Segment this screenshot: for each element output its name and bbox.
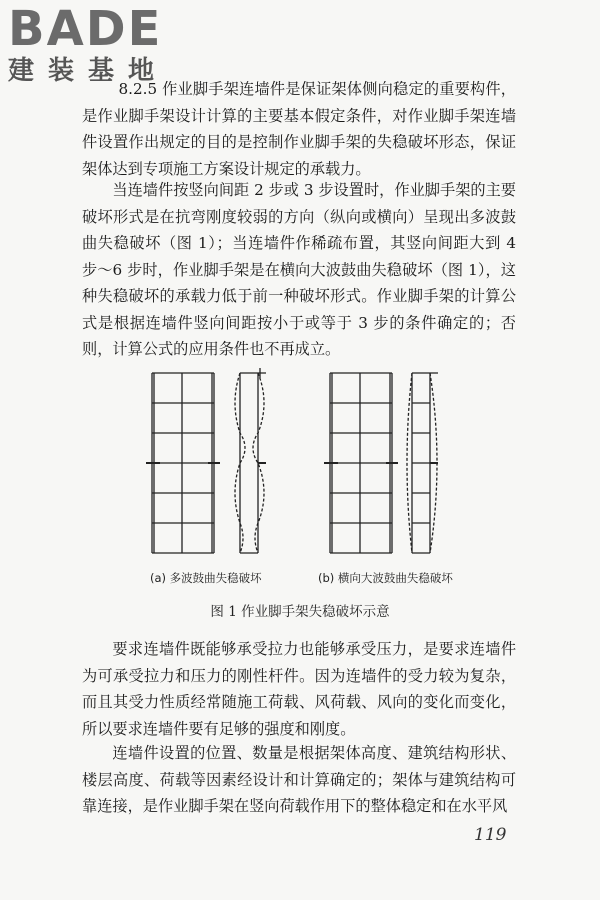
paragraph-4: 连墙件设置的位置、数量是根据架体高度、建筑结构形状、楼层高度、荷载等因素经设计和计算确定的；架体与建筑结构可靠连接，是作业脚手架在竖向荷载作用下的整体稳定和在水平风 (82, 744, 516, 815)
scaffold-frame-a (146, 373, 220, 553)
side-view-a (235, 368, 266, 553)
logo-brand: BADE (8, 1, 163, 57)
logo (8, 1, 169, 86)
figure-title: 图 1 作业脚手架失稳破坏示意 (210, 604, 390, 620)
paragraph-3: 要求连墙件既能够承受拉力也能够承受压力，是要求连墙件为可承受拉力和压力的刚性杆件。因为连墙件的受力较为复杂，而且其受力性质经常随施工荷载、风荷载、风向的变化而变化，所以要求连墙件要有足够的强度和刚度。 (82, 640, 516, 738)
paragraph-1: 8.2.5 作业脚手架连墙件是保证架体侧向稳定的重要构件，是作业脚手架设计计算的主要基本假定条件，对作业脚手架连墙件设置作出规定的目的是控制作业脚手架的失稳破坏形态，保证架体达到专项施工方案设计规定的承载力。 (82, 80, 516, 178)
scaffold-frame-b (324, 373, 398, 553)
paragraph-2: 当连墙件按竖向间距 2 步或 3 步设置时，作业脚手架的主要破坏形式是在抗弯刚度较弱的方向（纵向或横向）呈现出多波鼓曲失稳破坏（图 1）；当连墙件作稀疏布置，其竖向间距大到 4 步～6 步时，作业脚手架是在横向大波鼓曲失稳破坏（图 1），这种失稳破坏的承载力低于前一种破坏形式。作业脚手架的计算公式是根据连墙件竖向间距按小于或等于 3 步的条件确定的；否则，计算公式的应用条件也不再成立。 (82, 181, 516, 358)
caption-a: (a) 多波鼓曲失稳破坏 (150, 571, 262, 585)
page-number: 119 (474, 825, 507, 845)
side-view-b (407, 373, 438, 553)
scaffold-diagram (140, 358, 470, 588)
logo-subtitle: 建装基地 (8, 56, 169, 86)
caption-b: (b) 横向大波鼓曲失稳破坏 (318, 571, 453, 585)
figure-1 (140, 358, 470, 588)
